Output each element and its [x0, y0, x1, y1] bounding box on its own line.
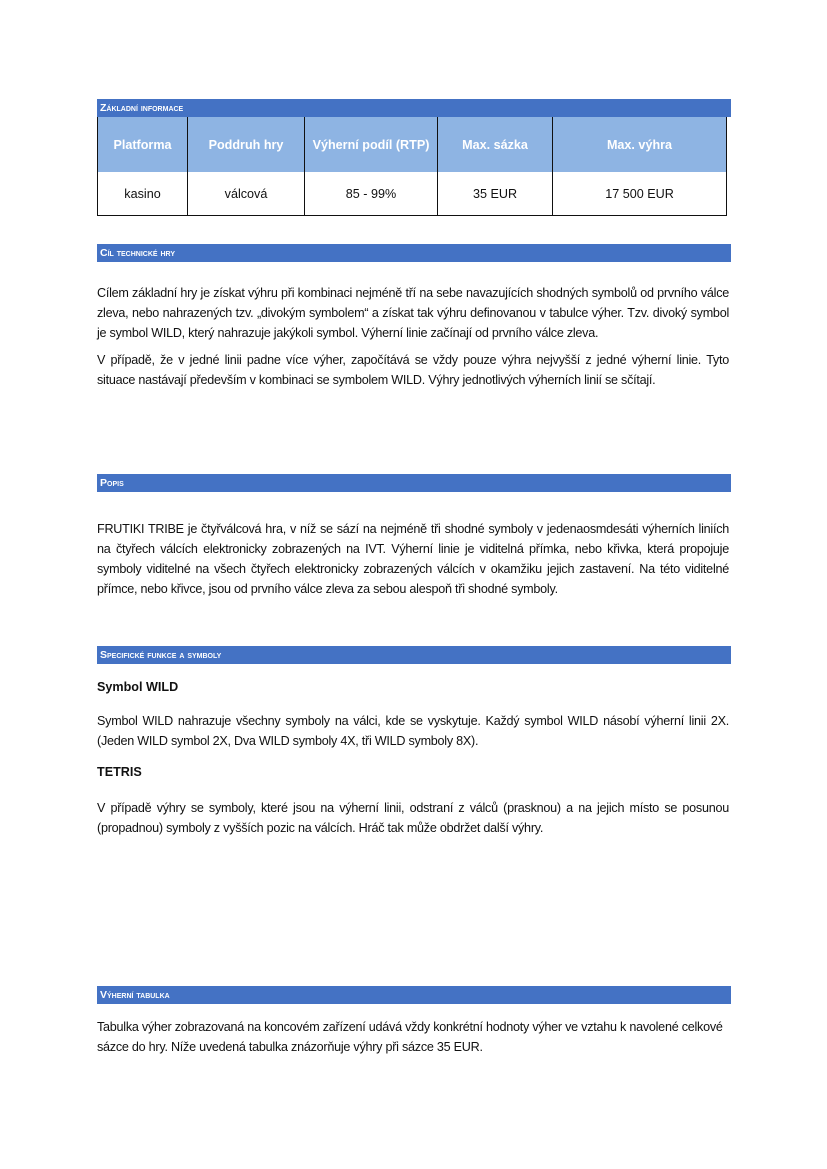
cell-max-bet: 35 EUR: [438, 172, 553, 216]
cell-platform: kasino: [98, 172, 188, 216]
table-row: [98, 172, 727, 216]
goal-text: [97, 283, 729, 397]
section-header-paytable: Výherní tabulka: [97, 986, 731, 1004]
section-header-features: Specifické funkce a symboly: [97, 646, 731, 664]
description-paragraph: FRUTIKI TRIBE je čtyřválcová hra, v níž se sází na nejméně tři shodné symboly v jedenaosmdesáti výherních liniích na čtyřech válcích elektronicky zobrazených na IVT. Výherní linie je viditelná přímka, nebo křivka, která propojuje symboly viditelné na všech čtyřech elektronicky zobrazených válcích v okamžiku jejich zastavení. Na této viditelné přímce, nebo křivce, jsou od prvního válce zleva za sebou alespoň tři shodné symboly.: [97, 522, 729, 596]
paytable-paragraph: Tabulka výher zobrazovaná na koncovém zařízení udává vždy konkrétní hodnoty výher ve vztahu k navolené celkové sázce do hry. Níže uvedená tabulka znázorňuje výhry při sázce 35 EUR.: [97, 1020, 723, 1054]
goal-paragraph-1: Cílem základní hry je získat výhru při kombinaci nejméně tří na sebe navazujících shodných symbolů od prvního válce zleva, nebo nahrazených tzv. „divokým symbolem“ a získat tak výhru definovanou v tabulce výher. Tzv. divoký symbol je symbol WILD, který nahrazuje jakýkoli symbol. Výherní linie začínají od prvního válce zleva.: [97, 286, 729, 340]
goal-paragraph-2: V případě, že v jedné linii padne více výher, započítává se vždy pouze výhra nejvyšší z jedné výherní linie. Tyto situace nastávají především v kombinaci se symbolem WILD. Výhry jednotlivých výherních linií se sčítají.: [97, 353, 729, 387]
wild-title: Symbol WILD: [97, 680, 179, 694]
header-max-bet: Max. sázka: [438, 117, 553, 172]
paytable-text: [97, 1017, 729, 1064]
description-text: [97, 519, 729, 606]
tetris-title: TETRIS: [97, 765, 142, 779]
table-header-row: [98, 117, 727, 172]
header-rtp: Výherní podíl (RTP): [305, 117, 438, 172]
basic-info-table: [97, 117, 727, 216]
cell-max-win: 17 500 EUR: [553, 172, 727, 216]
header-platform: Platforma: [98, 117, 188, 172]
tetris-paragraph: V případě výhry se symboly, které jsou na výherní linii, odstraní z válců (prasknou) a na jejich místo se posunou (propadnou) symboly z vyšších pozic na válcích. Hráč tak může obdržet další výhry.: [97, 801, 729, 835]
section-header-description: Popis: [97, 474, 731, 492]
wild-paragraph: Symbol WILD nahrazuje všechny symboly na válci, kde se vyskytuje. Každý symbol WILD násobí výherní linii 2X. (Jeden WILD symbol 2X, Dva WILD symboly 4X, tři WILD symboly 8X).: [97, 714, 729, 748]
cell-subtype: válcová: [188, 172, 305, 216]
header-max-win: Max. výhra: [553, 117, 727, 172]
header-subtype: Poddruh hry: [188, 117, 305, 172]
cell-rtp: 85 - 99%: [305, 172, 438, 216]
wild-text: [97, 711, 729, 758]
section-header-goal: Cíl technické hry: [97, 244, 731, 262]
section-header-basic-info: Základní informace: [97, 99, 731, 117]
tetris-text: [97, 798, 729, 845]
